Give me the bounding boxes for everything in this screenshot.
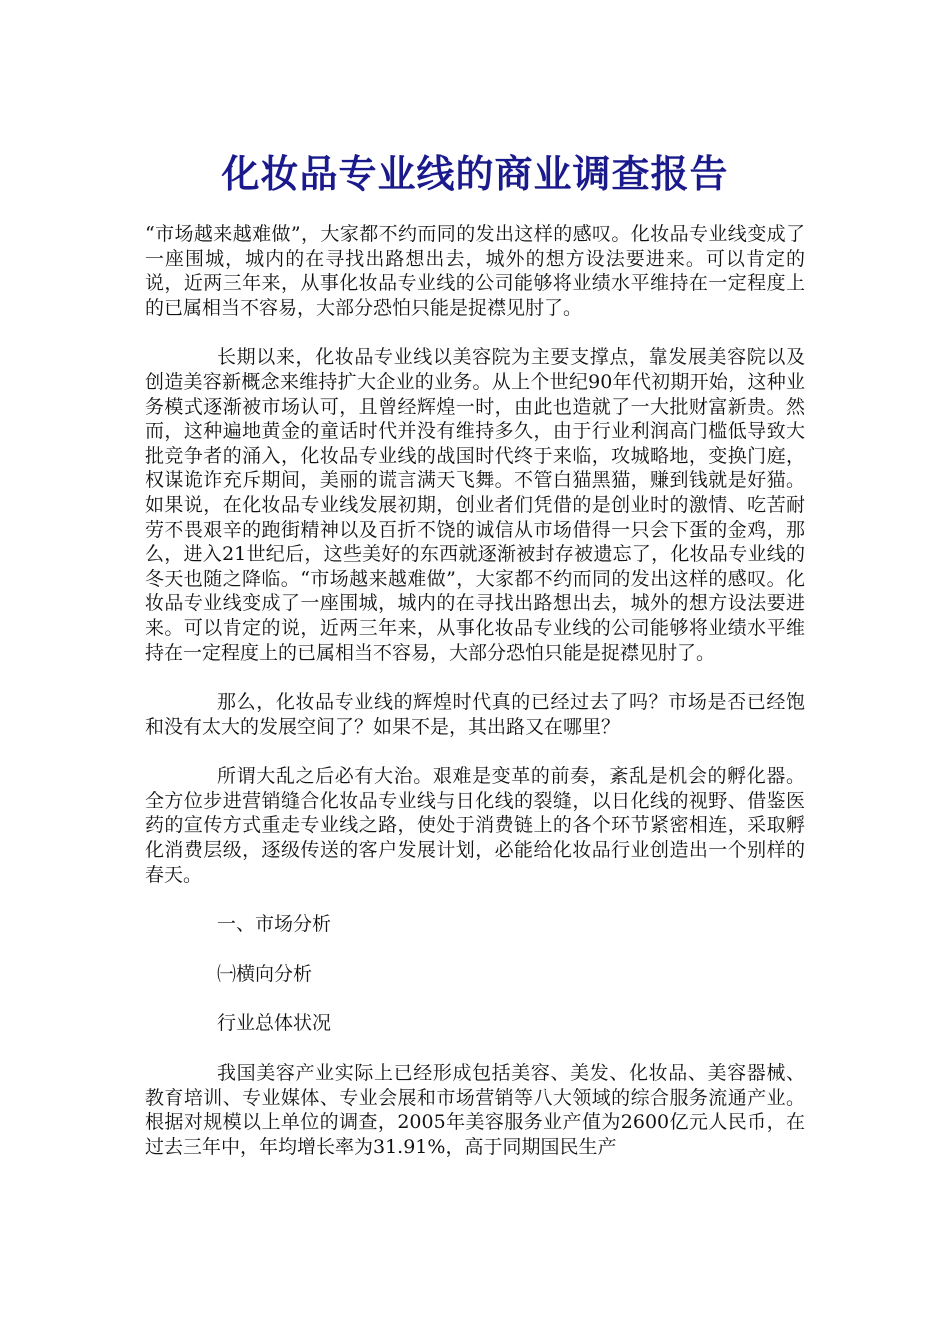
document-body <box>145 222 805 1184</box>
paragraph-opportunity: 所谓大乱之后必有大治。艰难是变革的前奏，紊乱是机会的孵化器。全方位步进营销缝合化妆品专业线与日化线的裂缝，以日化线的视野、借鉴医药的宣传方式重走专业线之路，使处于消费链上的各个环节紧密相连，采取孵化消费层级，逐级传送的客户发展计划，必能给化妆品行业创造出一个别样的春天。 <box>145 765 805 886</box>
section-heading-market-analysis: 一、市场分析 <box>217 913 332 936</box>
paragraph-industry-status: 我国美容产业实际上已经形成包括美容、美发、化妆品、美容器械、教育培训、专业媒体、专业会展和市场营销等八大领域的综合服务流通产业。根据对规模以上单位的调查，2005年美容服务业产值为2600亿元人民币，在过去三年中，年均增长率为31.91%，高于同期国民生产 <box>145 1062 805 1158</box>
paragraph-history: 长期以来，化妆品专业线以美容院为主要支撑点，靠发展美容院以及创造美容新概念来维持扩大企业的业务。从上个世纪90年代初期开始，这种业务模式逐渐被市场认可，且曾经辉煌一时，由此也造就了一大批财富新贵。然而，这种遍地黄金的童话时代并没有维持多久，由于行业利润高门槛低导致大批竞争者的涌入，化妆品专业线的战国时代终于来临，攻城略地，变换门庭，权谋诡诈充斥期间，美丽的谎言满天飞舞。不管白猫黑猫，赚到钱就是好猫。如果说，在化妆品专业线发展初期，创业者们凭借的是创业时的激情、吃苦耐劳不畏艰辛的跑街精神以及百折不饶的诚信从市场借得一只会下蛋的金鸡，那么，进入21世纪后，这些美好的东西就逐渐被封存被遗忘了，化妆品专业线的冬天也随之降临。“市场越来越难做”，大家都不约而同的发出这样的感叹。化妆品专业线变成了一座围城，城内的在寻找出路想出去，城外的想方设法要进来。可以肯定的说，近两三年来，从事化妆品专业线的公司能够将业绩水平维持在一定程度上的已属相当不容易，大部分恐怕只能是捉襟见肘了。 <box>145 346 805 664</box>
subsection-heading-horizontal-analysis: ㈠横向分析 <box>217 962 313 985</box>
document-title: 化妆品专业线的商业调查报告 <box>221 151 729 196</box>
subheading-industry-overview: 行业总体状况 <box>217 1012 332 1035</box>
paragraph-question: 那么，化妆品专业线的辉煌时代真的已经过去了吗？市场是否已经饱和没有太大的发展空间了？如果不是，其出路又在哪里？ <box>145 691 805 738</box>
paragraph-intro: “市场越来越难做”，大家都不约而同的发出这样的感叹。化妆品专业线变成了一座围城，城内的在寻找出路想出去，城外的想方设法要进来。可以肯定的说，近两三年来，从事化妆品专业线的公司能够将业绩水平维持在一定程度上的已属相当不容易，大部分恐怕只能是捉襟见肘了。 <box>145 223 805 319</box>
